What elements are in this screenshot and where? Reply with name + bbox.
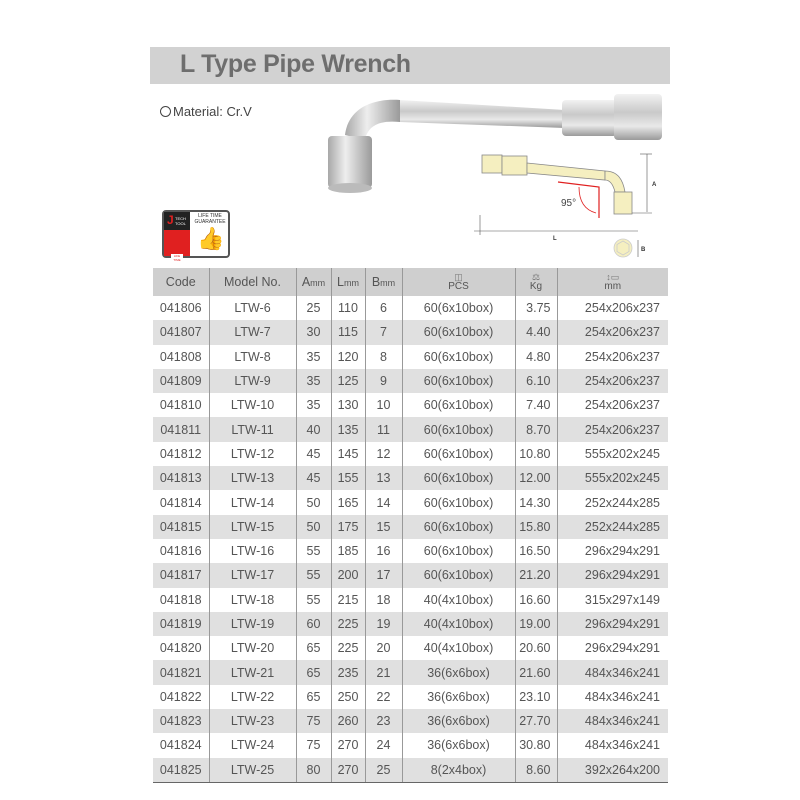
cell-b: 23 <box>365 709 402 733</box>
table-row <box>153 685 668 709</box>
cell-b: 21 <box>365 660 402 684</box>
cell-code: 041813 <box>153 466 209 490</box>
cell-l: 155 <box>331 466 365 490</box>
cell-model: LTW-25 <box>209 758 296 783</box>
cell-pcs: 60(6x10box) <box>402 393 515 417</box>
cell-kg: 4.40 <box>515 320 557 344</box>
cell-a: 40 <box>296 417 331 441</box>
cell-mm: 296x294x291 <box>557 563 668 587</box>
circle-bullet-icon <box>160 106 171 117</box>
cell-a: 55 <box>296 588 331 612</box>
cell-b: 22 <box>365 685 402 709</box>
cell-kg: 10.80 <box>515 442 557 466</box>
angle-label: 95° <box>561 198 577 209</box>
table-row <box>153 733 668 757</box>
header-b: Bmm <box>365 268 402 296</box>
cell-model: LTW-23 <box>209 709 296 733</box>
title-bar <box>150 47 670 84</box>
cell-b: 15 <box>365 515 402 539</box>
table-row <box>153 660 668 684</box>
cell-b: 9 <box>365 369 402 393</box>
cell-mm: 296x294x291 <box>557 636 668 660</box>
cell-kg: 15.80 <box>515 515 557 539</box>
cell-l: 270 <box>331 758 365 783</box>
cell-b: 8 <box>365 345 402 369</box>
cell-code: 041816 <box>153 539 209 563</box>
cell-model: LTW-24 <box>209 733 296 757</box>
spec-table <box>153 268 668 783</box>
cell-b: 17 <box>365 563 402 587</box>
header-kg: ⚖ Kg <box>515 268 557 296</box>
cell-b: 20 <box>365 636 402 660</box>
cell-kg: 3.75 <box>515 296 557 320</box>
cell-l: 145 <box>331 442 365 466</box>
table-row <box>153 758 668 783</box>
table-row <box>153 612 668 636</box>
cell-code: 041811 <box>153 417 209 441</box>
cell-model: LTW-12 <box>209 442 296 466</box>
cell-a: 65 <box>296 685 331 709</box>
cell-code: 041821 <box>153 660 209 684</box>
cell-code: 041812 <box>153 442 209 466</box>
cell-mm: 484x346x241 <box>557 733 668 757</box>
cell-b: 6 <box>365 296 402 320</box>
cell-mm: 254x206x237 <box>557 369 668 393</box>
cell-pcs: 60(6x10box) <box>402 442 515 466</box>
cell-b: 16 <box>365 539 402 563</box>
cell-code: 041820 <box>153 636 209 660</box>
cell-mm: 254x206x237 <box>557 296 668 320</box>
cell-mm: 254x206x237 <box>557 320 668 344</box>
cell-l: 135 <box>331 417 365 441</box>
brand-letter: J <box>167 213 174 227</box>
brand-logo <box>164 212 190 230</box>
cell-a: 35 <box>296 345 331 369</box>
cell-code: 041807 <box>153 320 209 344</box>
cell-kg: 16.60 <box>515 588 557 612</box>
cell-l: 185 <box>331 539 365 563</box>
cell-a: 50 <box>296 515 331 539</box>
table-row <box>153 563 668 587</box>
cell-a: 25 <box>296 296 331 320</box>
cell-l: 125 <box>331 369 365 393</box>
lifetime-text: LIFE TIME <box>171 254 183 268</box>
cell-model: LTW-6 <box>209 296 296 320</box>
cell-b: 13 <box>365 466 402 490</box>
boxes-icon: ◫ <box>454 271 463 282</box>
cell-model: LTW-10 <box>209 393 296 417</box>
cell-mm: 254x206x237 <box>557 393 668 417</box>
cell-kg: 8.70 <box>515 417 557 441</box>
cell-l: 225 <box>331 636 365 660</box>
cell-model: LTW-22 <box>209 685 296 709</box>
cell-pcs: 60(6x10box) <box>402 296 515 320</box>
cell-a: 65 <box>296 660 331 684</box>
cell-b: 14 <box>365 490 402 514</box>
material-line <box>160 104 252 119</box>
cell-pcs: 40(4x10box) <box>402 612 515 636</box>
cell-model: LTW-9 <box>209 369 296 393</box>
cell-a: 75 <box>296 709 331 733</box>
cell-mm: 296x294x291 <box>557 612 668 636</box>
cell-kg: 21.60 <box>515 660 557 684</box>
cell-code: 041825 <box>153 758 209 783</box>
cell-l: 165 <box>331 490 365 514</box>
table-row <box>153 539 668 563</box>
cell-kg: 14.30 <box>515 490 557 514</box>
table-row <box>153 345 668 369</box>
cell-code: 041824 <box>153 733 209 757</box>
cell-kg: 4.80 <box>515 345 557 369</box>
cell-code: 041817 <box>153 563 209 587</box>
cell-code: 041819 <box>153 612 209 636</box>
weight-icon: ⚖ <box>531 271 541 282</box>
cell-l: 200 <box>331 563 365 587</box>
guarantee-text: LIFE TIME GUARANTEE <box>194 213 226 225</box>
cell-pcs: 60(6x10box) <box>402 466 515 490</box>
wrench-outline <box>482 155 632 214</box>
cell-l: 115 <box>331 320 365 344</box>
table-row <box>153 296 668 320</box>
cell-kg: 21.20 <box>515 563 557 587</box>
cell-code: 041815 <box>153 515 209 539</box>
cell-b: 24 <box>365 733 402 757</box>
cell-model: LTW-15 <box>209 515 296 539</box>
cell-kg: 19.00 <box>515 612 557 636</box>
cell-a: 35 <box>296 393 331 417</box>
cell-kg: 16.50 <box>515 539 557 563</box>
cell-kg: 20.60 <box>515 636 557 660</box>
cell-pcs: 60(6x10box) <box>402 539 515 563</box>
cell-code: 041806 <box>153 296 209 320</box>
cell-code: 041818 <box>153 588 209 612</box>
cell-a: 60 <box>296 612 331 636</box>
cell-kg: 23.10 <box>515 685 557 709</box>
brand-text: TECH TOOL <box>175 216 186 226</box>
cell-model: LTW-14 <box>209 490 296 514</box>
cell-b: 12 <box>365 442 402 466</box>
cell-l: 175 <box>331 515 365 539</box>
cell-l: 260 <box>331 709 365 733</box>
cell-pcs: 36(6x6box) <box>402 733 515 757</box>
cell-pcs: 60(6x10box) <box>402 563 515 587</box>
header-mm: ↕▭ mm <box>557 268 668 296</box>
cell-pcs: 60(6x10box) <box>402 515 515 539</box>
cell-mm: 252x244x285 <box>557 515 668 539</box>
page-title: L Type Pipe Wrench <box>180 50 411 78</box>
cell-kg: 7.40 <box>515 393 557 417</box>
cell-model: LTW-19 <box>209 612 296 636</box>
material-text: Material: Cr.V <box>173 104 252 119</box>
cell-mm: 252x244x285 <box>557 490 668 514</box>
cell-pcs: 60(6x10box) <box>402 417 515 441</box>
table-row <box>153 369 668 393</box>
cell-a: 30 <box>296 320 331 344</box>
cell-mm: 315x297x149 <box>557 588 668 612</box>
cell-model: LTW-21 <box>209 660 296 684</box>
lifetime-guarantee-badge <box>162 210 230 262</box>
cell-a: 35 <box>296 369 331 393</box>
cell-l: 250 <box>331 685 365 709</box>
table-row <box>153 490 668 514</box>
dimension-l-label: L <box>553 236 557 242</box>
cell-l: 270 <box>331 733 365 757</box>
cell-model: LTW-7 <box>209 320 296 344</box>
table-row <box>153 320 668 344</box>
cell-kg: 6.10 <box>515 369 557 393</box>
cell-b: 10 <box>365 393 402 417</box>
cell-pcs: 36(6x6box) <box>402 709 515 733</box>
cell-mm: 484x346x241 <box>557 660 668 684</box>
cell-a: 75 <box>296 733 331 757</box>
cell-l: 235 <box>331 660 365 684</box>
carton-size-icon: ↕▭ <box>606 271 620 282</box>
table-row <box>153 709 668 733</box>
cell-code: 041809 <box>153 369 209 393</box>
cell-model: LTW-11 <box>209 417 296 441</box>
table-row <box>153 588 668 612</box>
cell-kg: 8.60 <box>515 758 557 783</box>
cell-model: LTW-16 <box>209 539 296 563</box>
cell-mm: 484x346x241 <box>557 709 668 733</box>
cell-pcs: 60(6x10box) <box>402 345 515 369</box>
cell-pcs: 60(6x10box) <box>402 490 515 514</box>
cell-model: LTW-18 <box>209 588 296 612</box>
cell-pcs: 36(6x6box) <box>402 685 515 709</box>
cell-mm: 254x206x237 <box>557 417 668 441</box>
cell-a: 55 <box>296 539 331 563</box>
table-row <box>153 636 668 660</box>
cell-l: 130 <box>331 393 365 417</box>
cell-b: 18 <box>365 588 402 612</box>
cell-code: 041810 <box>153 393 209 417</box>
table-row <box>153 417 668 441</box>
cell-b: 25 <box>365 758 402 783</box>
cell-code: 041814 <box>153 490 209 514</box>
cell-a: 55 <box>296 563 331 587</box>
cell-mm: 392x264x200 <box>557 758 668 783</box>
table-row <box>153 393 668 417</box>
cell-a: 50 <box>296 490 331 514</box>
cell-l: 110 <box>331 296 365 320</box>
cell-mm: 484x346x241 <box>557 685 668 709</box>
cell-l: 225 <box>331 612 365 636</box>
cell-kg: 27.70 <box>515 709 557 733</box>
cell-a: 45 <box>296 466 331 490</box>
header-l: Lmm <box>331 268 365 296</box>
header-pcs: ◫ PCS <box>402 268 515 296</box>
table-row <box>153 442 668 466</box>
cell-l: 215 <box>331 588 365 612</box>
cell-code: 041823 <box>153 709 209 733</box>
cell-mm: 555x202x245 <box>557 442 668 466</box>
cell-model: LTW-8 <box>209 345 296 369</box>
cell-a: 45 <box>296 442 331 466</box>
cell-l: 120 <box>331 345 365 369</box>
cell-a: 80 <box>296 758 331 783</box>
cell-pcs: 40(4x10box) <box>402 588 515 612</box>
table-header <box>153 268 668 296</box>
cell-pcs: 60(6x10box) <box>402 320 515 344</box>
lifetime-shield <box>164 230 190 262</box>
header-a: Amm <box>296 268 331 296</box>
cell-mm: 254x206x237 <box>557 345 668 369</box>
cell-a: 65 <box>296 636 331 660</box>
cell-pcs: 8(2x4box) <box>402 758 515 783</box>
cell-model: LTW-20 <box>209 636 296 660</box>
cell-mm: 555x202x245 <box>557 466 668 490</box>
table-row <box>153 515 668 539</box>
header-code: Code <box>153 268 209 296</box>
dimension-diagram <box>460 140 670 265</box>
table-row <box>153 466 668 490</box>
cell-code: 041808 <box>153 345 209 369</box>
cell-pcs: 40(4x10box) <box>402 636 515 660</box>
cell-model: LTW-17 <box>209 563 296 587</box>
cell-pcs: 60(6x10box) <box>402 369 515 393</box>
dimension-b-label: B <box>641 247 646 253</box>
cell-kg: 30.80 <box>515 733 557 757</box>
cell-code: 041822 <box>153 685 209 709</box>
cell-kg: 12.00 <box>515 466 557 490</box>
cell-b: 11 <box>365 417 402 441</box>
cell-pcs: 36(6x6box) <box>402 660 515 684</box>
cell-b: 7 <box>365 320 402 344</box>
thumbs-up-icon: 👍 <box>197 226 225 251</box>
cell-model: LTW-13 <box>209 466 296 490</box>
header-model: Model No. <box>209 268 296 296</box>
cell-mm: 296x294x291 <box>557 539 668 563</box>
dimension-a-label: A <box>652 182 657 188</box>
cell-b: 19 <box>365 612 402 636</box>
